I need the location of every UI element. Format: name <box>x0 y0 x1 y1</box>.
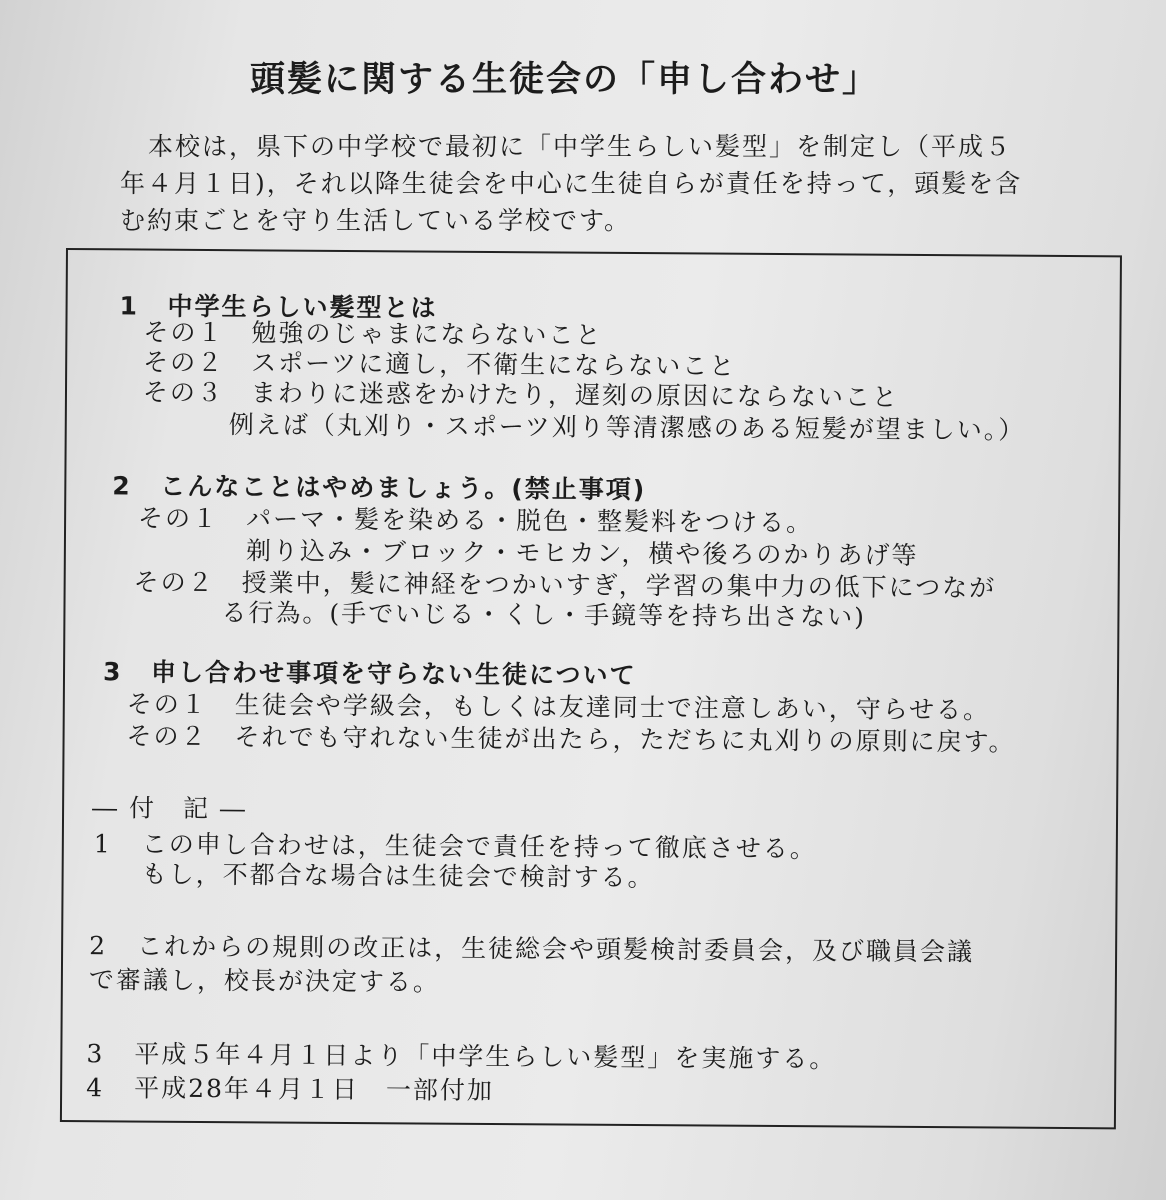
intro-line: 年４月１日)，それ以降生徒会を中心に生徒自らが責任を持って，頭髪を含 <box>120 169 1023 198</box>
rule-text: 勉強のじゃまにならないこと <box>251 318 603 350</box>
appendix-number: 2 <box>89 931 108 961</box>
rule-text: パーマ・髪を染める・脱色・整髪料をつける。 <box>246 504 814 538</box>
intro-paragraph <box>120 128 1080 239</box>
appendix-item <box>86 1068 494 1107</box>
section-number: 2 <box>112 471 132 501</box>
rule-label: その１ <box>138 503 220 534</box>
appendix-text: もし，不都合な場合は生徒会で検討する。 <box>141 859 655 893</box>
appendix-number: 3 <box>86 1039 105 1069</box>
appendix-text: 平成５年４月１日より「中学生らしい髪型」を実施する。 <box>134 1039 837 1074</box>
rule-item <box>126 716 1015 758</box>
document-title: 頭髪に関する生徒会の「申し合わせ」 <box>250 60 880 100</box>
section-title: 中学生らしい髪型とは <box>167 291 438 323</box>
appendix-text: 平成28年４月１日 一部付加 <box>134 1073 495 1106</box>
section-number: 1 <box>119 291 140 321</box>
rule-label: その１ <box>126 689 208 720</box>
section-title: こんなことはやめましょう。(禁止事項) <box>160 471 647 505</box>
rule-label <box>138 559 246 560</box>
rule-label: その２ <box>143 347 225 378</box>
rule-label: その２ <box>126 721 208 752</box>
appendix-heading: ― 付 記 ― <box>91 793 248 824</box>
section-number: 3 <box>102 657 123 687</box>
appendix-number: 4 <box>86 1073 105 1103</box>
rule-label: その２ <box>133 567 215 598</box>
rules-box <box>60 248 1122 1129</box>
rule-text: それでも守れない生徒が出たら，ただちに丸刈りの原則に戻す。 <box>234 722 1016 757</box>
rule-label: その１ <box>143 317 225 348</box>
rule-label: その３ <box>142 377 225 408</box>
section-title: 申し合わせ事項を守らない生徒について <box>150 657 637 690</box>
appendix-text: これからの規則の改正は，生徒総会や頭髪検討委員会，及び職員会議 <box>137 931 975 967</box>
intro-line: 本校は，県下の中学校で最初に「中学生らしい髪型」を制定し（平成５ <box>148 132 1013 161</box>
rule-text: まわりに迷惑をかけたり，遅刻の原因にならないこと <box>250 378 900 412</box>
rule-example: 例えば（丸刈り・スポーツ刈り等清潔感のある短髪が望ましい。） <box>228 410 1026 445</box>
rule-text: 剃り込み・ブロック・モヒカン，横や後ろのかりあげ等 <box>245 536 919 570</box>
rule-text: 生徒会や学級会，もしくは友達同士で注意しあい，守らせる。 <box>234 690 991 725</box>
rule-text: る行為。(手でいじる・くし・手鏡等を持ち出さない) <box>221 598 867 632</box>
intro-line: む約束ごとを守り生活している学校です。 <box>120 206 632 235</box>
appendix-text: この申し合わせは，生徒会で責任を持って徹底させる。 <box>141 829 817 864</box>
rule-text: 授業中，髪に神経をつかいすぎ，学習の集中力の低下につなが <box>241 568 997 603</box>
appendix-number: 1 <box>93 829 112 859</box>
appendix-text: で審議し，校長が決定する。 <box>88 965 441 997</box>
rule-text: スポーツに適し，不衛生にならないこと <box>251 348 737 381</box>
